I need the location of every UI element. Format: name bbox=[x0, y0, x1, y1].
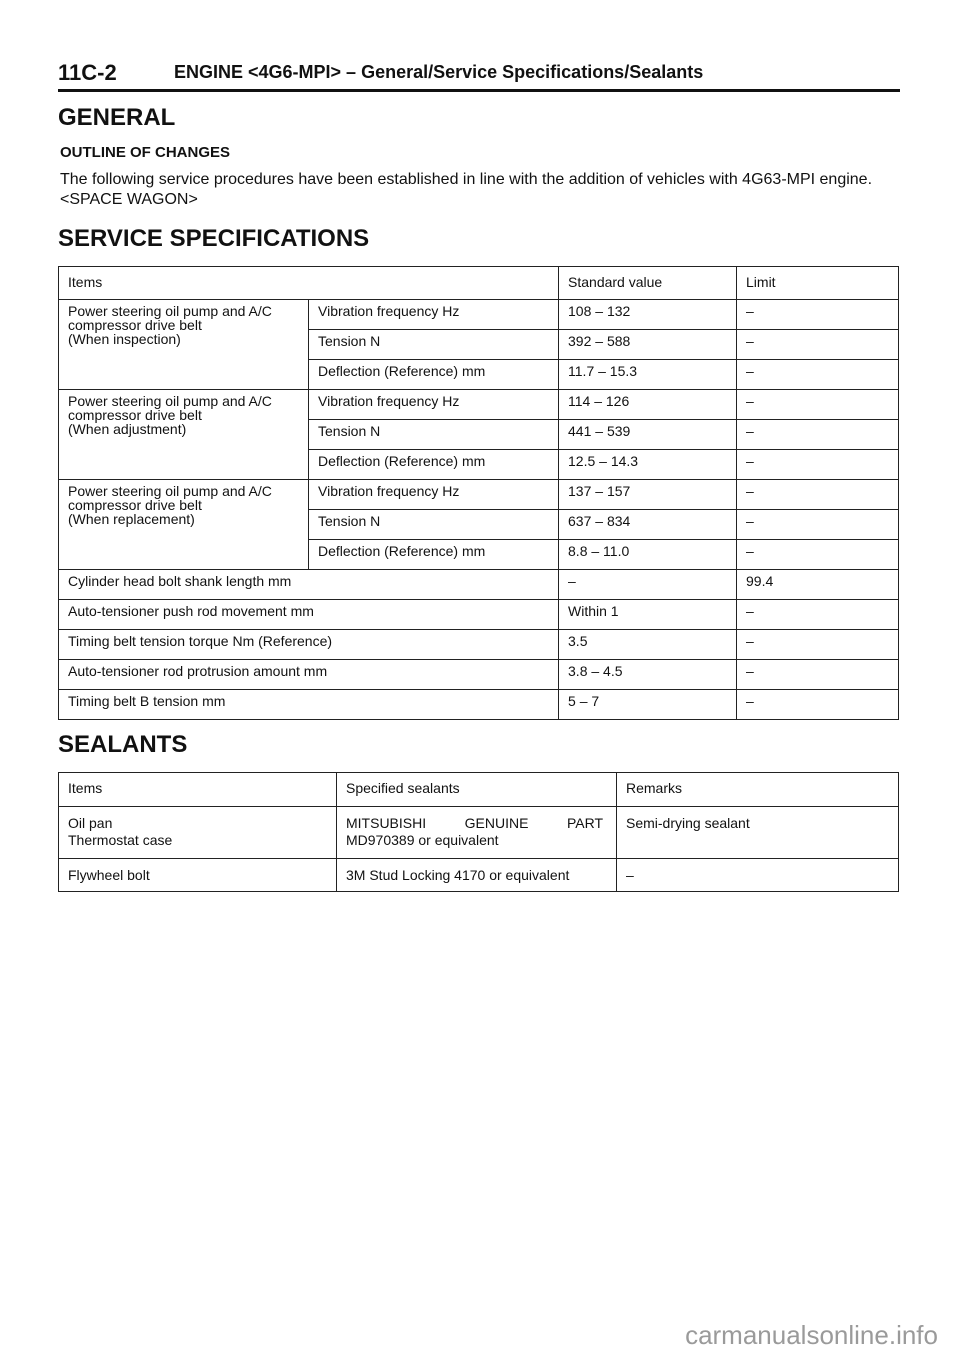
limit-cell: – bbox=[737, 360, 899, 390]
standard-cell: 8.8 – 11.0 bbox=[559, 540, 737, 570]
param-cell: Tension N bbox=[309, 330, 559, 360]
table-row bbox=[59, 859, 899, 892]
param-cell: Tension N bbox=[309, 510, 559, 540]
standard-cell: 11.7 – 15.3 bbox=[559, 360, 737, 390]
standard-cell: 12.5 – 14.3 bbox=[559, 450, 737, 480]
table-row bbox=[59, 600, 899, 630]
standard-cell: Within 1 bbox=[559, 600, 737, 630]
belt-item-adjustment: Power steering oil pump and A/C compressor drive belt (When adjustment) bbox=[59, 390, 309, 480]
service-specs-heading: SERVICE SPECIFICATIONS bbox=[58, 225, 370, 252]
sealants-table bbox=[58, 772, 899, 892]
sealant-specified-cell: 3M Stud Locking 4170 or equivalent bbox=[337, 859, 617, 892]
table-row bbox=[59, 390, 899, 420]
limit-cell: – bbox=[737, 480, 899, 510]
column-header-limit: Limit bbox=[737, 267, 899, 300]
limit-cell: – bbox=[737, 510, 899, 540]
param-cell: Vibration frequency Hz bbox=[309, 390, 559, 420]
param-cell: Deflection (Reference) mm bbox=[309, 540, 559, 570]
item-cell: Auto-tensioner push rod movement mm bbox=[59, 600, 559, 630]
standard-cell: 137 – 157 bbox=[559, 480, 737, 510]
belt-item-replacement: Power steering oil pump and A/C compressor drive belt (When replacement) bbox=[59, 480, 309, 570]
page-header bbox=[58, 56, 900, 92]
item-cell: Timing belt B tension mm bbox=[59, 690, 559, 720]
param-cell: Tension N bbox=[309, 420, 559, 450]
sealant-remarks-cell: Semi-drying sealant bbox=[617, 807, 899, 859]
standard-cell: 108 – 132 bbox=[559, 300, 737, 330]
table-header-row bbox=[59, 773, 899, 807]
table-row bbox=[59, 660, 899, 690]
table-row bbox=[59, 570, 899, 600]
standard-cell: – bbox=[559, 570, 737, 600]
item-cell: Cylinder head bolt shank length mm bbox=[59, 570, 559, 600]
limit-cell: – bbox=[737, 660, 899, 690]
standard-cell: 3.5 bbox=[559, 630, 737, 660]
sealant-items-cell: Flywheel bolt bbox=[59, 859, 337, 892]
watermark: carmanualsonline.info bbox=[685, 1320, 938, 1350]
table-row bbox=[59, 480, 899, 510]
table-row bbox=[59, 807, 899, 859]
limit-cell: – bbox=[737, 390, 899, 420]
standard-cell: 441 – 539 bbox=[559, 420, 737, 450]
standard-cell: 3.8 – 4.5 bbox=[559, 660, 737, 690]
item-cell: Timing belt tension torque Nm (Reference) bbox=[59, 630, 559, 660]
general-heading: GENERAL bbox=[58, 104, 176, 131]
column-header-standard: Standard value bbox=[559, 267, 737, 300]
standard-cell: 114 – 126 bbox=[559, 390, 737, 420]
limit-cell: – bbox=[737, 600, 899, 630]
item-cell: Auto-tensioner rod protrusion amount mm bbox=[59, 660, 559, 690]
sealants-heading: SEALANTS bbox=[58, 731, 188, 758]
limit-cell: 99.4 bbox=[737, 570, 899, 600]
sealant-specified-cell: MITSUBISHI GENUINE PART MD970389 or equivalent bbox=[337, 807, 617, 859]
column-header-remarks: Remarks bbox=[617, 773, 899, 807]
standard-cell: 5 – 7 bbox=[559, 690, 737, 720]
page-number: 11C-2 bbox=[58, 60, 117, 85]
limit-cell: – bbox=[737, 690, 899, 720]
param-cell: Vibration frequency Hz bbox=[309, 300, 559, 330]
belt-item-inspection: Power steering oil pump and A/C compressor drive belt (When inspection) bbox=[59, 300, 309, 390]
table-row bbox=[59, 630, 899, 660]
limit-cell: – bbox=[737, 540, 899, 570]
column-header-specified: Specified sealants bbox=[337, 773, 617, 807]
column-header-items: Items bbox=[59, 773, 337, 807]
outline-text: The following service procedures have been established in line with the addition of vehicles with 4G63-MPI engine. <SPACE WAGON> bbox=[60, 171, 873, 208]
param-cell: Deflection (Reference) mm bbox=[309, 450, 559, 480]
limit-cell: – bbox=[737, 630, 899, 660]
outline-heading: OUTLINE OF CHANGES bbox=[60, 144, 231, 161]
table-row bbox=[59, 300, 899, 330]
service-specs-table bbox=[58, 266, 899, 720]
column-header-items: Items bbox=[59, 267, 559, 300]
table-row bbox=[59, 690, 899, 720]
param-cell: Deflection (Reference) mm bbox=[309, 360, 559, 390]
standard-cell: 392 – 588 bbox=[559, 330, 737, 360]
sealant-items-cell: Oil pan Thermostat case bbox=[59, 807, 337, 859]
table-header-row bbox=[59, 267, 899, 300]
page-title: ENGINE <4G6-MPI> – General/Service Specifications/Sealants bbox=[174, 62, 704, 82]
limit-cell: – bbox=[737, 420, 899, 450]
param-cell: Vibration frequency Hz bbox=[309, 480, 559, 510]
limit-cell: – bbox=[737, 330, 899, 360]
sealant-remarks-cell: – bbox=[617, 859, 899, 892]
limit-cell: – bbox=[737, 300, 899, 330]
standard-cell: 637 – 834 bbox=[559, 510, 737, 540]
limit-cell: – bbox=[737, 450, 899, 480]
